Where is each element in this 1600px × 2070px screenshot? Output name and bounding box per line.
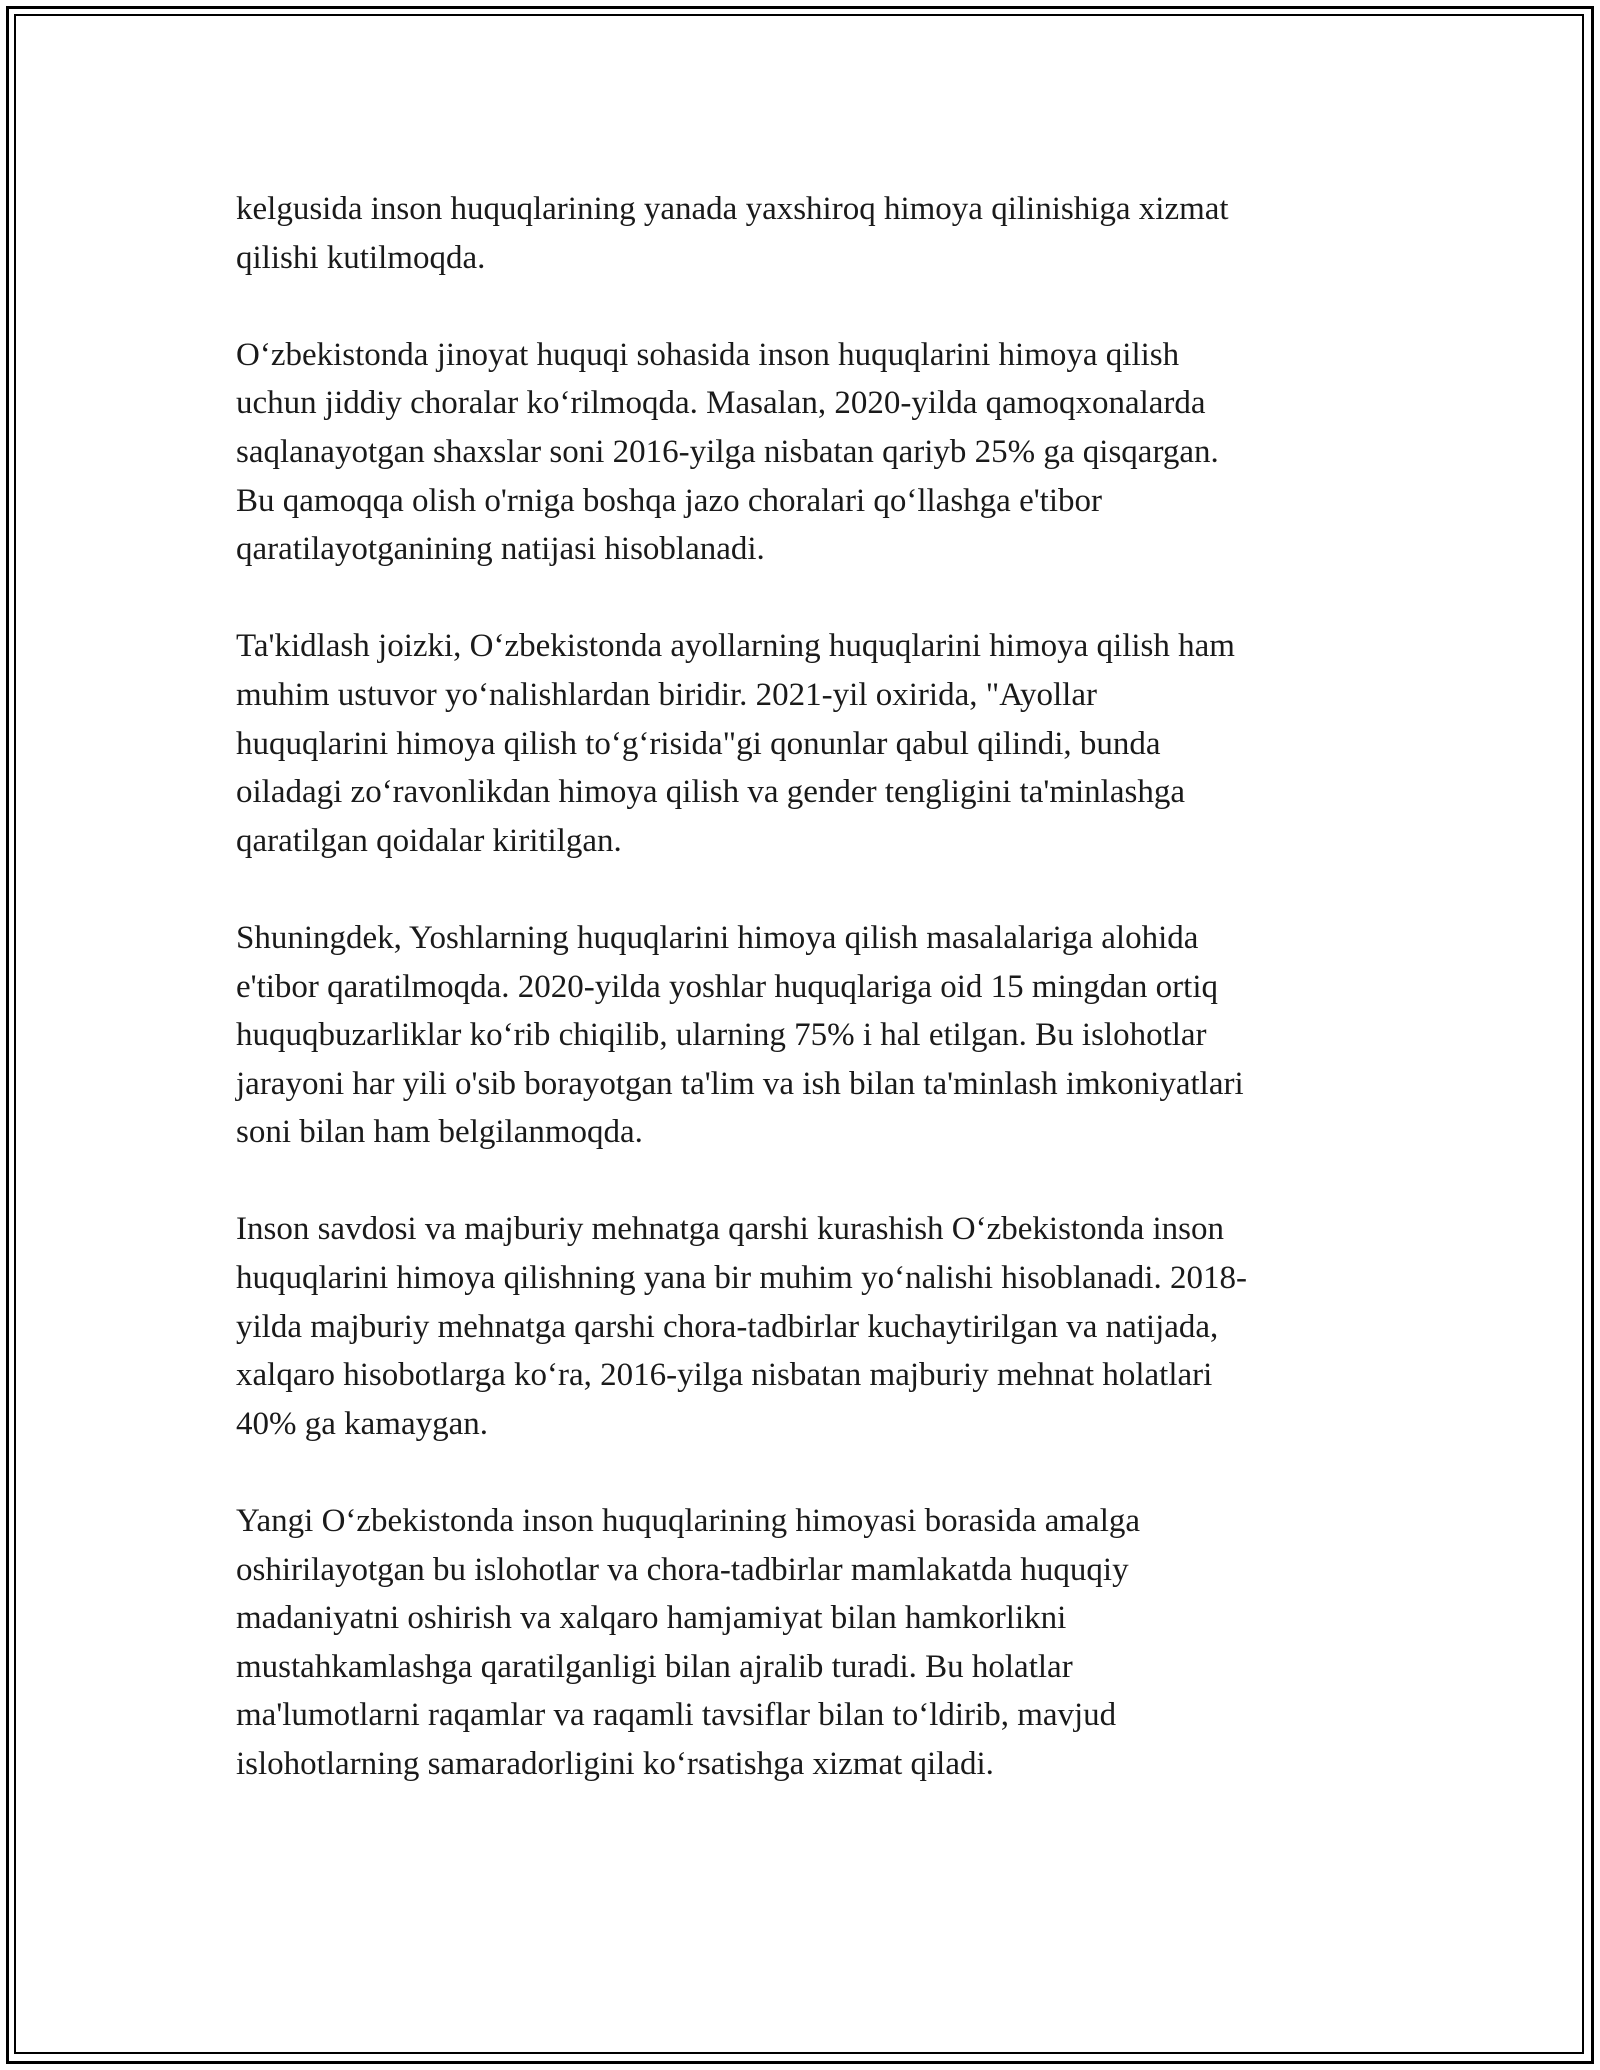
paragraph-1: [236, 185, 1376, 282]
text-line: Yangi O‘zbekistonda inson huquqlarining himoyasi borasida amalga: [236, 1503, 1141, 1540]
text-line: qaratilgan qoidalar kiritilgan.: [236, 822, 622, 859]
text-line: islohotlarning samaradorligini ko‘rsatishga xizmat qiladi.: [236, 1746, 994, 1782]
paragraph-6: [236, 1497, 1376, 1789]
text-line: O‘zbekistonda jinoyat huquqi sohasida inson huquqlarini himoya qilish: [236, 336, 1180, 373]
text-line: uchun jiddiy choralar ko‘rilmoqda. Masalan, 2020-yilda qamoqxonalarda: [236, 385, 1206, 422]
paragraph-5: [236, 1205, 1376, 1448]
paragraph-4: [236, 914, 1376, 1157]
text-line: yilda majburiy mehnatga qarshi chora-tadbirlar kuchaytirilgan va natijada,: [236, 1308, 1219, 1345]
text-line: oshirilayotgan bu islohotlar va chora-tadbirlar mamlakatda huquqiy: [236, 1551, 1129, 1588]
paragraph-3: [236, 622, 1376, 865]
text-line: huquqlarini himoya qilishning yana bir muhim yo‘nalishi hisoblanadi. 2018-: [236, 1260, 1247, 1297]
text-line: ma'lumotlarni raqamlar va raqamli tavsiflar bilan to‘ldirib, mavjud: [236, 1697, 1117, 1734]
text-line: 40% ga kamaygan.: [236, 1405, 488, 1442]
text-line: e'tibor qaratilmoqda. 2020-yilda yoshlar huquqlariga oid 15 mingdan ortiq: [236, 968, 1218, 1005]
text-line: jarayoni har yili o'sib borayotgan ta'lim va ish bilan ta'minlash imkoniyatlari: [236, 1065, 1244, 1102]
text-line: xalqaro hisobotlarga ko‘ra, 2016-yilga nisbatan majburiy mehnat holatlari: [236, 1357, 1213, 1394]
text-line: saqlanayotgan shaxslar soni 2016-yilga nisbatan qariyb 25% ga qisqargan.: [236, 433, 1219, 470]
text-line: Inson savdosi va majburiy mehnatga qarshi kurashish O‘zbekistonda inson: [236, 1211, 1224, 1248]
text-line: Bu qamoqqa olish o'rniga boshqa jazo choralari qo‘llashga e'tibor: [236, 482, 1102, 519]
text-line: kelgusida inson huquqlarining yanada yaxshiroq himoya qilinishiga xizmat: [236, 191, 1229, 227]
text-line: oiladagi zo‘ravonlikdan himoya qilish va gender tengligini ta'minlashga: [236, 774, 1185, 811]
text-line: mustahkamlashga qaratilganligi bilan ajralib turadi. Bu holatlar: [236, 1648, 1073, 1685]
paragraph-2: [236, 331, 1376, 574]
text-line: Ta'kidlash joizki, O‘zbekistonda ayollarning huquqlarini himoya qilish ham: [236, 628, 1235, 665]
text-line: soni bilan ham belgilanmoqda.: [236, 1114, 643, 1151]
document-body: [236, 185, 1376, 1837]
text-line: qaratilayotganining natijasi hisoblanadi.: [236, 531, 765, 568]
text-line: Shuningdek, Yoshlarning huquqlarini himoya qilish masalalariga alohida: [236, 919, 1199, 956]
text-line: muhim ustuvor yo‘nalishlardan biridir. 2021-yil oxirida, "Ayollar: [236, 676, 1097, 713]
text-line: madaniyatni oshirish va xalqaro hamjamiyat bilan hamkorlikni: [236, 1600, 1067, 1637]
text-line: huquqlarini himoya qilish to‘g‘risida"gi qonunlar qabul qilindi, bunda: [236, 725, 1161, 762]
text-line: qilishi kutilmoqda.: [236, 239, 486, 276]
text-line: huquqbuzarliklar ko‘rib chiqilib, ularning 75% i hal etilgan. Bu islohotlar: [236, 1017, 1207, 1054]
